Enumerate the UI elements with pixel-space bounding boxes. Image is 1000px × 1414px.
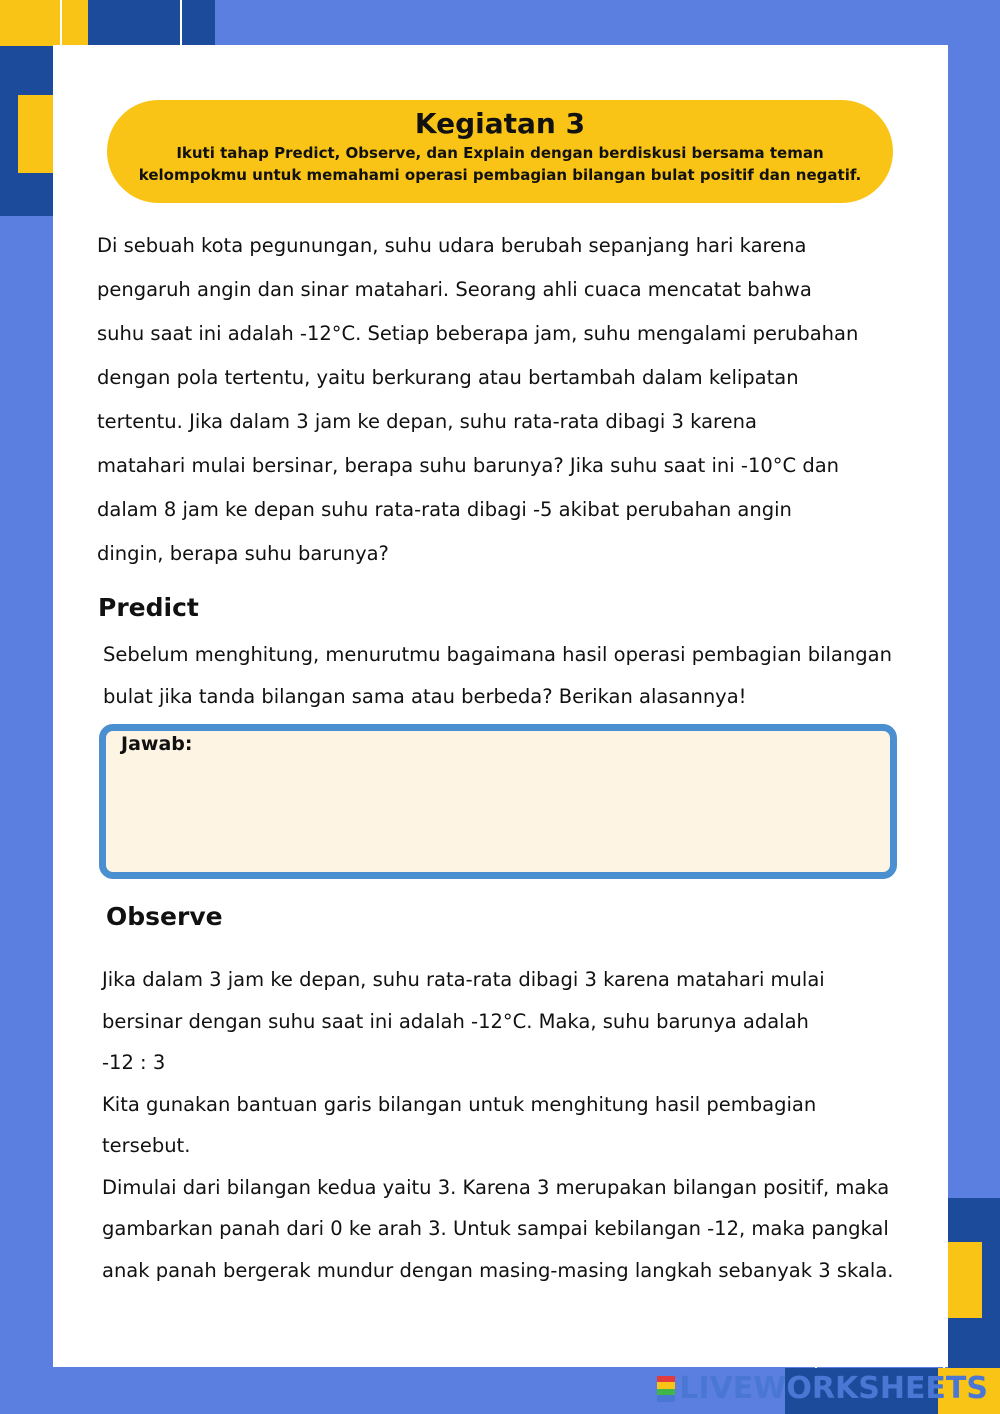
paragraph-line: suhu saat ini adalah -12°C. Setiap beberapa jam, suhu mengalami perubahan (97, 322, 859, 345)
paragraph-line: anak panah bergerak mundur dengan masing-masing langkah sebanyak 3 skala. (102, 1258, 894, 1282)
paragraph-line: dingin, berapa suhu barunya? (97, 542, 389, 565)
paragraph-line: Sebelum menghitung, menurutmu bagaimana hasil operasi pembagian bilangan (103, 643, 892, 666)
observe-heading: Observe (106, 902, 223, 931)
predict-heading: Predict (98, 593, 199, 622)
paragraph-line: pengaruh angin dan sinar matahari. Seorang ahli cuaca mencatat bahwa (97, 278, 812, 301)
paragraph-line: tersebut. (102, 1134, 191, 1157)
activity-title: Kegiatan 3 (414, 107, 586, 140)
instruction-line: Ikuti tahap Predict, Observe, dan Explain dengan berdiskusi bersama teman (176, 144, 824, 162)
paragraph-line: dalam 8 jam ke depan suhu rata-rata dibagi -5 akibat perubahan angin (97, 498, 792, 521)
observe-paragraph (102, 959, 898, 1291)
paragraph-line: Di sebuah kota pegunungan, suhu udara berubah sepanjang hari karena (97, 234, 807, 257)
paragraph-line: dengan pola tertentu, yaitu berkurang atau bertambah dalam kelipatan (97, 366, 799, 389)
paragraph-line: bulat jika tanda bilangan sama atau berbeda? Berikan alasannya! (103, 685, 747, 708)
instruction-line: kelompokmu untuk memahami operasi pembagian bilangan bulat positif dan negatif. (138, 166, 862, 184)
paragraph-line: Kita gunakan bantuan garis bilangan untuk menghitung hasil pembagian (102, 1092, 817, 1116)
paragraph-line: tertentu. Jika dalam 3 jam ke depan, suhu rata-rata dibagi 3 karena (97, 410, 757, 433)
paragraph-line: Dimulai dari bilangan kedua yaitu 3. Karena 3 merupakan bilangan positif, maka (102, 1175, 890, 1199)
paragraph-line: Jika dalam 3 jam ke depan, suhu rata-rata dibagi 3 karena matahari mulai (102, 968, 825, 991)
liveworksheets-logo[interactable] (657, 1371, 988, 1406)
liveworksheets-logo-icon (657, 1376, 675, 1402)
answer-label: Jawab: (121, 733, 193, 755)
paragraph-line: gambarkan panah dari 0 ke arah 3. Untuk sampai kebilangan -12, maka pangkal (102, 1217, 889, 1240)
liveworksheets-logo-text: LIVEWORKSHEETS (679, 1371, 988, 1406)
paragraph-line: -12 : 3 (102, 1051, 166, 1074)
activity-instructions (107, 142, 893, 186)
activity-header (107, 100, 893, 203)
predict-question (103, 634, 899, 718)
paragraph-line: matahari mulai bersinar, berapa suhu barunya? Jika suhu saat ini -10°C dan (97, 454, 840, 477)
intro-paragraph (97, 224, 893, 576)
paragraph-line: bersinar dengan suhu saat ini adalah -12°C. Maka, suhu barunya adalah (102, 1009, 809, 1033)
answer-textbox[interactable] (99, 724, 897, 879)
